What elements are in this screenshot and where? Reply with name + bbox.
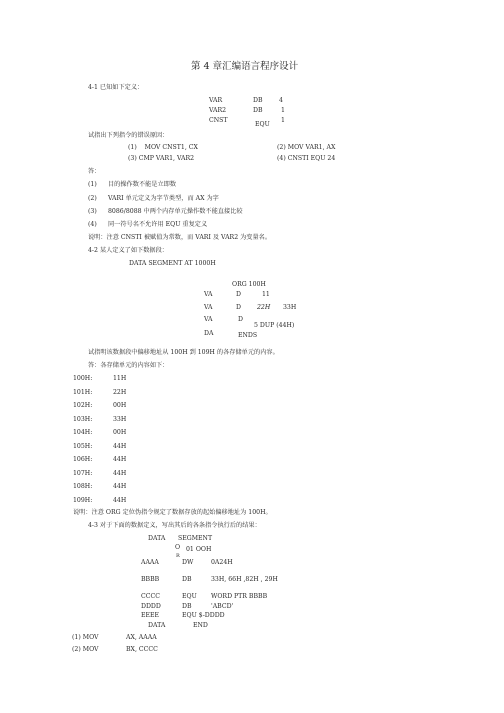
answer-number: (4) [88,221,97,228]
def-val: 0A24H [211,559,233,566]
def-name: AAAA [141,559,159,566]
mem-address: 107H: [73,470,93,477]
mem-value: 33H [113,416,127,423]
mem-address: 102H: [73,402,93,409]
mem-value: 44H [113,497,127,504]
def-name: BBBB [141,576,160,583]
def-val: WORD PTR BBBB [211,593,268,600]
segment-keyword: SEGMENT [178,535,213,542]
def-name: VAR [209,97,223,104]
answer-number: (2) [88,195,97,202]
answer-label: 答： [88,168,101,175]
mem-value: 22H [113,389,127,396]
mem-value: 44H [113,443,127,450]
def-name: VAR2 [209,107,227,114]
q2-heading: 4-2 某人定义了如下数据段： [88,247,168,254]
q3-heading: 4-3 对于下面的数据定义，写出其后的各条指令执行后的结果： [88,522,261,529]
instruction: (3) CMP VAR1, VAR2 [128,155,195,162]
instruction: (2) MOV VAR1, AX [277,144,336,151]
org-keyword: R [176,553,180,559]
q1-heading: 4-1 已知如下定义： [88,84,144,91]
def-op: DB [182,576,192,583]
answer-number: (1) [88,181,97,188]
def-val: 22H [257,304,271,311]
def-op: EQU [182,593,197,600]
mem-value: 11H [113,375,127,382]
q1-note: 说明：注意 CNSTI 被赋值为常数，而 VARI 及 VAR2 为变量名。 [88,234,272,241]
def-val: 5 DUP (44H) [254,322,295,329]
answer-text: 同一符号名不允许用 EQU 重复定义 [108,221,208,228]
mem-address: 109H: [73,497,93,504]
def-op: EQU [255,121,270,128]
org-keyword: O [175,544,181,551]
mem-address: 101H: [73,389,93,396]
def-name: EEEE [141,612,160,619]
answer-number: (3) [88,208,97,215]
def-op: DB [253,107,263,114]
mem-value: 44H [113,483,127,490]
mem-value: 44H [113,470,127,477]
instruction-number: (1) MOV [72,634,99,641]
def-name: CNST [209,117,228,124]
mem-address: 104H: [73,429,93,436]
def-op: D [236,304,241,311]
def-op: EQU $-DDDD [182,612,225,619]
q2-note: 说明：注意 ORG 定位伪指令规定了数据存放的起始偏移地址为 100H。 [73,509,272,516]
mem-value: 44H [113,456,127,463]
def-val: 33H, 66H ,82H , 29H [211,576,278,583]
def-name: DA [204,330,214,337]
def-op: D [238,316,243,323]
mem-address: 105H: [73,443,93,450]
q2-ask: 试指明该数据段中偏移地址从 100H 到 109H 的各存储单元的内容。 [88,349,279,356]
def-val: 1 [281,117,285,124]
instruction-operands: AX, AAAA [126,634,157,641]
q1-ask: 试指出下列指令的错误原因： [88,132,169,139]
def-name: CCCC [141,593,160,600]
instruction-number: (2) MOV [72,646,99,653]
answer-text: 8086/8088 中两个内存单元操作数不能直接比较 [108,208,243,215]
org-value: 01 OOH [186,546,212,553]
def-val: 1 [281,107,285,114]
def-val: 11 [262,291,270,298]
def-name: VA [204,304,213,311]
mem-address: 100H: [73,375,93,382]
ends-line: ENDS [238,332,258,339]
def-val: 33H [283,304,297,311]
def-name: VA [204,291,213,298]
instruction-operands: BX, CCCC [126,646,158,653]
q2-answer: 答：各存储单元的内容如下： [88,362,169,369]
def-op: DW [182,559,194,566]
answer-text: VARI 单元定义为字节类型，而 AX 为字 [108,195,219,202]
def-val: 'ABCD' [211,603,234,610]
instruction: (1) MOV CNST1, CX [128,144,198,151]
instruction: (4) CNSTI EQU 24 [277,155,336,162]
def-val: 4 [279,97,283,104]
segment-end-name: DATA [148,622,166,629]
def-name: DDDD [141,603,161,610]
segment-name: DATA [148,535,166,542]
end-keyword: END [193,622,208,629]
page-title: 第 4 章汇编语言程序设计 [191,61,299,72]
mem-address: 106H: [73,456,93,463]
answer-text: 目的操作数不能是立即数 [108,181,177,188]
def-op: D [236,291,241,298]
def-name: VA [204,316,213,323]
mem-address: 108H: [73,483,93,490]
def-op: DB [182,603,192,610]
mem-address: 103H: [73,416,93,423]
mem-value: 00H [113,429,127,436]
def-op: DB [253,97,263,104]
segment-line: DATA SEGMENT AT 1000H [129,260,216,267]
mem-value: 00H [113,402,127,409]
org-line: ORG 100H [232,281,266,288]
